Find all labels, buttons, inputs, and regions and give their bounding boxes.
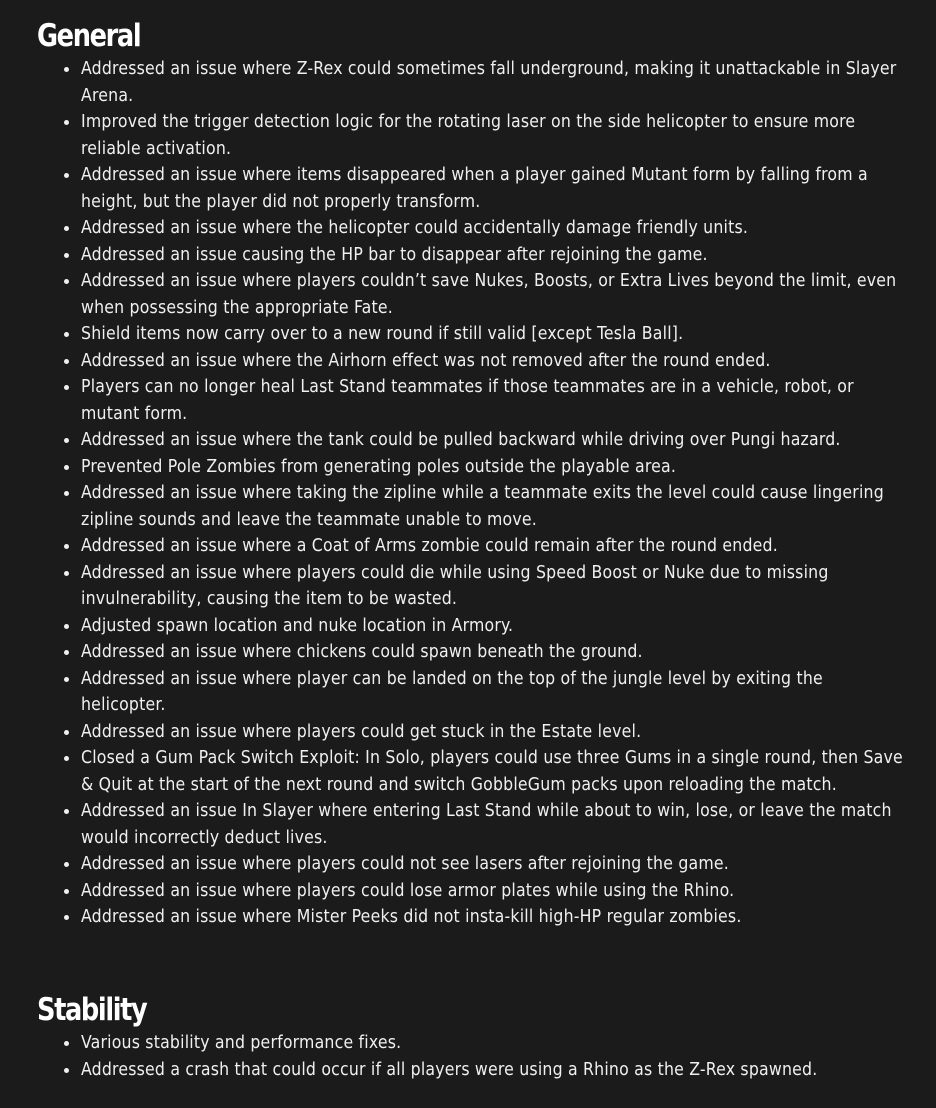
list-item: Addressed an issue where the Airhorn effect was not removed after the round ended. <box>81 348 906 375</box>
list-item: Addressed an issue In Slayer where entering Last Stand while about to win, lose, or leave the match would incorrectly deduct lives. <box>81 798 906 851</box>
list-item: Addressed an issue where players could die while using Speed Boost or Nuke due to missing invulnerability, causing the item to be wasted. <box>81 560 906 613</box>
section-heading-general: General <box>37 18 141 54</box>
list-item: Addressed an issue where the tank could be pulled backward while driving over Pungi hazard. <box>81 427 906 454</box>
list-item: Addressed an issue where taking the zipline while a teammate exits the level could cause lingering zipline sounds and leave the teammate unable to move. <box>81 480 906 533</box>
list-item: Addressed an issue where players could not see lasers after rejoining the game. <box>81 851 906 878</box>
list-item: Addressed an issue where Mister Peeks did not insta-kill high-HP regular zombies. <box>81 904 906 931</box>
list-item: Addressed an issue where a Coat of Arms zombie could remain after the round ended. <box>81 533 906 560</box>
list-item: Addressed an issue causing the HP bar to disappear after rejoining the game. <box>81 242 906 269</box>
list-item: Addressed an issue where players could get stuck in the Estate level. <box>81 719 906 746</box>
list-item: Addressed an issue where players could lose armor plates while using the Rhino. <box>81 878 906 905</box>
list-item: Prevented Pole Zombies from generating poles outside the playable area. <box>81 454 906 481</box>
list-item: Addressed an issue where items disappeared when a player gained Mutant form by falling from a height, but the player did not properly transform. <box>81 162 906 215</box>
list-item: Players can no longer heal Last Stand teammates if those teammates are in a vehicle, robot, or mutant form. <box>81 374 906 427</box>
list-item: Improved the trigger detection logic for the rotating laser on the side helicopter to ensure more reliable activation. <box>81 109 906 162</box>
patch-notes-list-general <box>37 56 906 931</box>
list-item: Addressed an issue where player can be landed on the top of the jungle level by exiting the helicopter. <box>81 666 906 719</box>
section-general <box>37 16 906 931</box>
list-item: Addressed a crash that could occur if all players were using a Rhino as the Z-Rex spawned. <box>81 1057 906 1084</box>
patch-notes-list-stability <box>37 1030 906 1083</box>
list-item: Shield items now carry over to a new round if still valid [except Tesla Ball]. <box>81 321 906 348</box>
section-heading-stability: Stability <box>37 992 147 1028</box>
list-item: Addressed an issue where the helicopter could accidentally damage friendly units. <box>81 215 906 242</box>
list-item: Addressed an issue where Z-Rex could sometimes fall underground, making it unattackable in Slayer Arena. <box>81 56 906 109</box>
list-item: Addressed an issue where chickens could spawn beneath the ground. <box>81 639 906 666</box>
list-item: Addressed an issue where players couldn’t save Nukes, Boosts, or Extra Lives beyond the limit, even when possessing the appropriate Fate. <box>81 268 906 321</box>
list-item: Various stability and performance fixes. <box>81 1030 906 1057</box>
list-item: Closed a Gum Pack Switch Exploit: In Solo, players could use three Gums in a single round, then Save & Quit at the start of the next round and switch GobbleGum packs upon reloading the match. <box>81 745 906 798</box>
section-stability <box>37 990 906 1083</box>
list-item: Adjusted spawn location and nuke location in Armory. <box>81 613 906 640</box>
